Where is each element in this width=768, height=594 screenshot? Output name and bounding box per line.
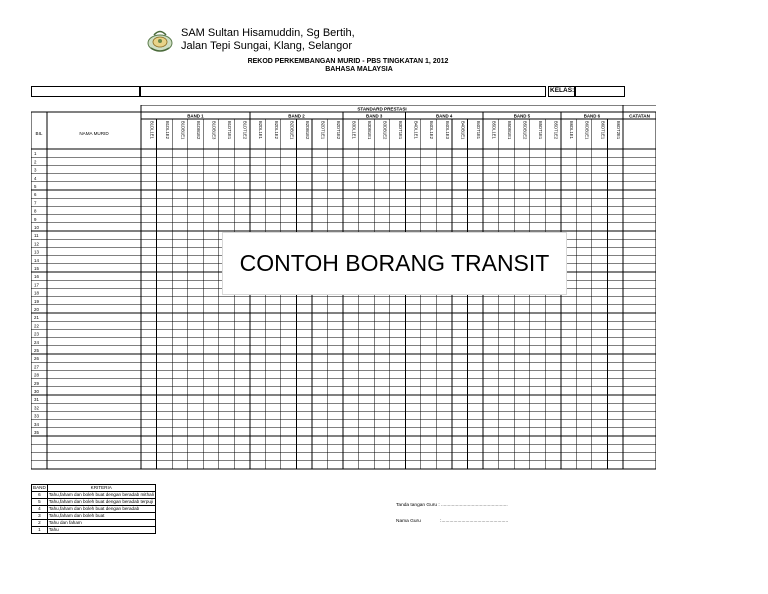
band-code-label: B2DB1E1 (289, 121, 295, 140)
band-code-label: B4DB1E1 (460, 121, 466, 140)
band-code-label: B2DL1E2 (273, 121, 279, 139)
catatan-header: CATATAN (629, 113, 650, 119)
row-number: 23 (34, 331, 39, 337)
row-number: 24 (34, 339, 39, 345)
form-title: REKOD PERKEMBANGAN MURID - PBS TINGKATAN 1, 2012 (247, 58, 449, 65)
kriteria-text: Tahu,faham dan boleh buat dengan beradab mithali (48, 492, 154, 497)
standard-prestasi-label: STANDARD PRESTASI (357, 106, 407, 112)
band-header: BAND 6 (583, 113, 601, 119)
row-number: 21 (34, 315, 39, 321)
kelas-label: KELAS: (550, 87, 575, 94)
row-number: 18 (34, 290, 39, 296)
band-code-label: B6DB1E1 (584, 121, 590, 140)
band-code-label: B1DT1E1 (227, 121, 233, 140)
band-code-label: B2DB1E2 (304, 121, 310, 140)
row-number: 11 (34, 233, 39, 239)
band-code-label: B1DT1E2 (242, 121, 248, 140)
kriteria-text: Tahu,faham dan boleh buat dengan beradab (47, 506, 155, 513)
bil-header: BIL (35, 131, 43, 136)
kriteria-text: Tahu,faham dan boleh buat (47, 513, 155, 520)
kriteria-header: KRITERIA (47, 485, 155, 492)
row-number: 8 (34, 208, 37, 214)
nama-guru-sign-line[interactable]: :.................................................. (440, 519, 509, 524)
kriteria-band-header: BAND (33, 485, 46, 490)
band-code-label: B5DT1E1 (538, 121, 544, 140)
kriteria-text: Tahu,faham dan boleh buat dengan beradab terpuji (47, 499, 155, 506)
band-code-label: B1DL1E1 (149, 121, 155, 139)
row-number: 28 (34, 372, 39, 378)
row-number: 12 (34, 241, 39, 247)
kriteria-row (32, 513, 156, 520)
row-number: 3 (34, 167, 37, 173)
kriteria-band-value: 6 (32, 492, 48, 499)
row-number: 6 (34, 192, 37, 198)
row-number: 17 (34, 282, 39, 288)
row-number: 35 (34, 430, 39, 435)
row-number: 26 (34, 356, 39, 362)
band-code-label: B1DB1E1 (180, 121, 186, 140)
band-code-label: B6DT1E1 (600, 121, 606, 140)
row-number: 31 (34, 397, 39, 403)
row-number: 1 (34, 151, 37, 157)
band-code-label: B2DT1E1 (320, 121, 326, 140)
kriteria-row (32, 527, 156, 534)
kelas-field[interactable] (575, 86, 625, 97)
band-code-label: B6DL1E1 (569, 121, 575, 139)
band-code-label: B3DB1E1 (367, 121, 373, 140)
kriteria-band-value: 5 (32, 499, 48, 506)
row-number: 29 (34, 380, 39, 386)
kriteria-band-value: 3 (32, 513, 48, 520)
band-code-label: B2DT1E2 (335, 121, 341, 140)
kriteria-band-value: 1 (32, 527, 48, 534)
row-number: 2 (34, 159, 37, 165)
tandatangan-label: Tanda tangan Guru : (396, 503, 440, 508)
subject-title: BAHASA MALAYSIA (325, 66, 393, 73)
band-code-label: B5DB1E2 (522, 121, 528, 140)
row-number: 19 (34, 298, 39, 304)
watermark-banner: CONTOH BORANG TRANSIT (222, 232, 567, 295)
row-number: 27 (34, 364, 39, 370)
band-code-label: B5DT1E2 (553, 121, 559, 140)
kriteria-row (32, 492, 156, 499)
band-code-label: B5DL1E1 (491, 121, 497, 139)
band-header: BAND 3 (366, 113, 383, 119)
row-number: 30 (34, 389, 39, 394)
band-code-label: B4DL1E1 (413, 121, 419, 139)
row-number: 4 (34, 175, 37, 181)
kriteria-row (32, 499, 156, 506)
tandatangan-line[interactable]: .................................................. (441, 503, 508, 508)
kriteria-row (32, 520, 156, 527)
row-number: 16 (34, 274, 39, 280)
row-number: 15 (34, 266, 39, 271)
band-code-label: B4DT1E1 (475, 121, 481, 140)
kriteria-text: Tahu dan faham (47, 520, 155, 527)
nama-guru-field[interactable] (140, 86, 546, 97)
kriteria-table (31, 484, 156, 534)
band-code-label: B1DB1E2 (196, 121, 202, 140)
band-code-label: B5DB1E1 (506, 121, 512, 140)
nama-murid-header: NAMA MURID (79, 131, 109, 136)
school-address (181, 27, 355, 53)
row-number: 22 (34, 323, 39, 329)
school-name: SAM Sultan Hisamuddin, Sg Bertih, (181, 27, 355, 39)
kriteria-row (32, 506, 156, 513)
nama-guru-sign-label: Nama Guru (396, 519, 421, 524)
kriteria-band-value: 4 (32, 506, 48, 513)
band-code-label: B3DT1E1 (398, 121, 404, 140)
band-code-label: B3DL1E1 (351, 121, 357, 139)
band-header: BAND 4 (436, 113, 453, 119)
row-number: 9 (34, 216, 37, 222)
school-crest-icon (145, 28, 175, 54)
row-number: 5 (34, 184, 37, 189)
band-code-label: B1DL1E2 (164, 121, 170, 139)
kriteria-band-value: 2 (32, 520, 48, 527)
school-address-line: Jalan Tepi Sungai, Klang, Selangor (181, 40, 353, 52)
nama-guru-box (31, 86, 140, 97)
band-code-label: B3DB1E2 (382, 121, 388, 140)
band-code-label: B1DB1E3 (211, 121, 217, 140)
band-code-label: B4DL1E3 (444, 121, 450, 139)
band-header: BAND 1 (187, 113, 204, 119)
row-number: 33 (34, 413, 39, 419)
band-header: BAND 5 (513, 113, 531, 119)
row-number: 25 (34, 348, 39, 353)
kriteria-text: Tahu (47, 527, 155, 534)
row-number: 20 (34, 307, 39, 312)
row-number: 14 (34, 257, 39, 263)
row-number: 32 (34, 405, 39, 411)
row-number: 13 (34, 249, 39, 255)
band-code-label: B2DL1E1 (258, 121, 264, 139)
row-number: 7 (34, 200, 37, 206)
row-number: 10 (34, 225, 39, 230)
row-number: 34 (34, 421, 39, 427)
band-header: BAND 2 (288, 113, 305, 119)
band-code-label: B6DT2E1 (615, 121, 621, 140)
band-code-label: B4DL1E2 (429, 121, 435, 139)
